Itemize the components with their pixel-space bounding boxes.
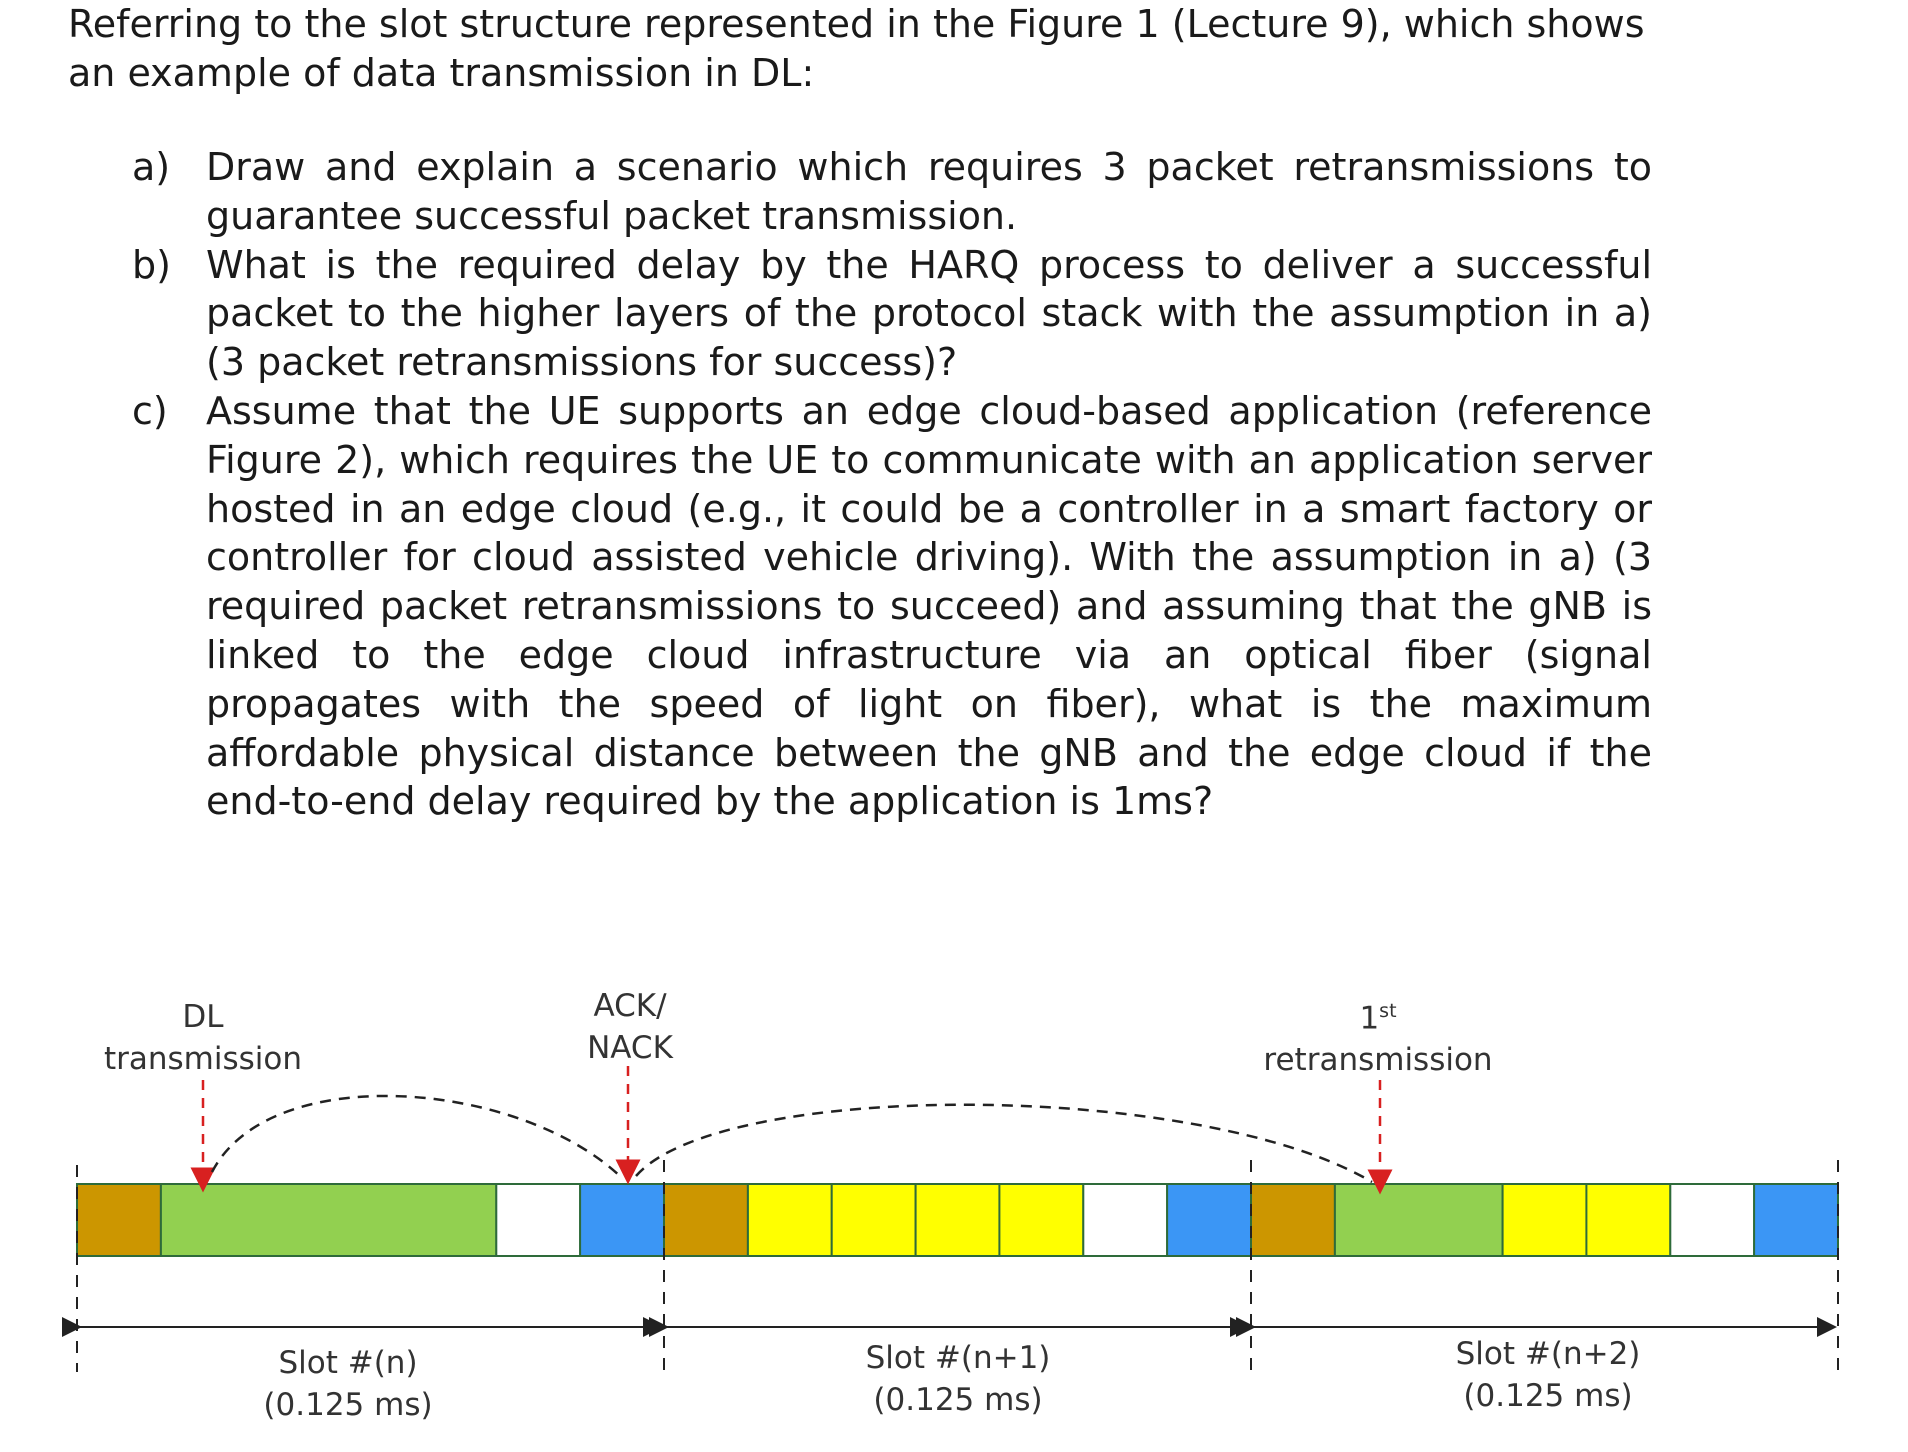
first-retransmission-label: 1st retransmission <box>1263 1000 1493 1079</box>
question-text: Assume that the UE supports an edge cloud-based application (reference Figure 2), which requires the UE to communicate with an application server hosted in an edge cloud (e.g., it could be a controller in a smart factory or controller for cloud assisted vehicle driving). With the assumption in a) (3 required packet retransmissions to succeed) and assuming that the gNB is linked to the edge cloud infrastructure via an optical fiber (signal propagates with the speed of light on fiber), what is the maximum affordable physical distance between the gNB and the edge cloud if the end-to-end delay required by the application is 1ms? <box>206 388 1652 824</box>
slot-n-label: Slot #(n) (0.125 ms) <box>263 1345 433 1423</box>
slot-block-yellow <box>748 1184 832 1256</box>
slot-block-yellow <box>832 1184 916 1256</box>
dl-to-ack-arc <box>212 1096 622 1178</box>
question-label: c) <box>132 388 168 433</box>
question-intro: Referring to the slot structure represented in the Figure 1 (Lecture 9), which shows an example of data transmission in DL: <box>68 2 1645 95</box>
slot-block-ack <box>580 1184 664 1256</box>
ack-nack-label: ACK/ NACK <box>587 988 673 1066</box>
slot-block-yellow <box>1503 1184 1587 1256</box>
slot-block-guard <box>1083 1184 1167 1256</box>
slot-block-yellow <box>1586 1184 1670 1256</box>
question-text: What is the required delay by the HARQ process to deliver a successful packet to the higher layers of the protocol stack with the assumption in a) (3 packet retransmissions for success)? <box>206 242 1652 385</box>
dl-transmission-label: DL transmission <box>103 999 303 1077</box>
slot-block-control <box>77 1184 161 1256</box>
question-label: a) <box>132 145 171 189</box>
slot-block-data <box>1335 1184 1503 1256</box>
slot-block-yellow <box>916 1184 1000 1256</box>
ack-to-retx-arc <box>636 1105 1372 1182</box>
slot-block-guard <box>1670 1184 1754 1256</box>
slot-n1-label: Slot #(n+1) (0.125 ms) <box>865 1340 1051 1418</box>
slot-block-control <box>664 1184 748 1256</box>
slot-block-guard <box>496 1184 580 1256</box>
slot-block-ack <box>1754 1184 1838 1256</box>
slot-block-yellow <box>999 1184 1083 1256</box>
slot-n2-label: Slot #(n+2) (0.125 ms) <box>1455 1336 1641 1414</box>
question-text: Draw and explain a scenario which requires 3 packet retransmissions to guarantee successful packet transmission. <box>206 145 1652 238</box>
question-label: b) <box>132 242 171 287</box>
slot-block-data <box>161 1184 496 1256</box>
slot-block-control <box>1251 1184 1335 1256</box>
slot-block-ack <box>1167 1184 1251 1256</box>
